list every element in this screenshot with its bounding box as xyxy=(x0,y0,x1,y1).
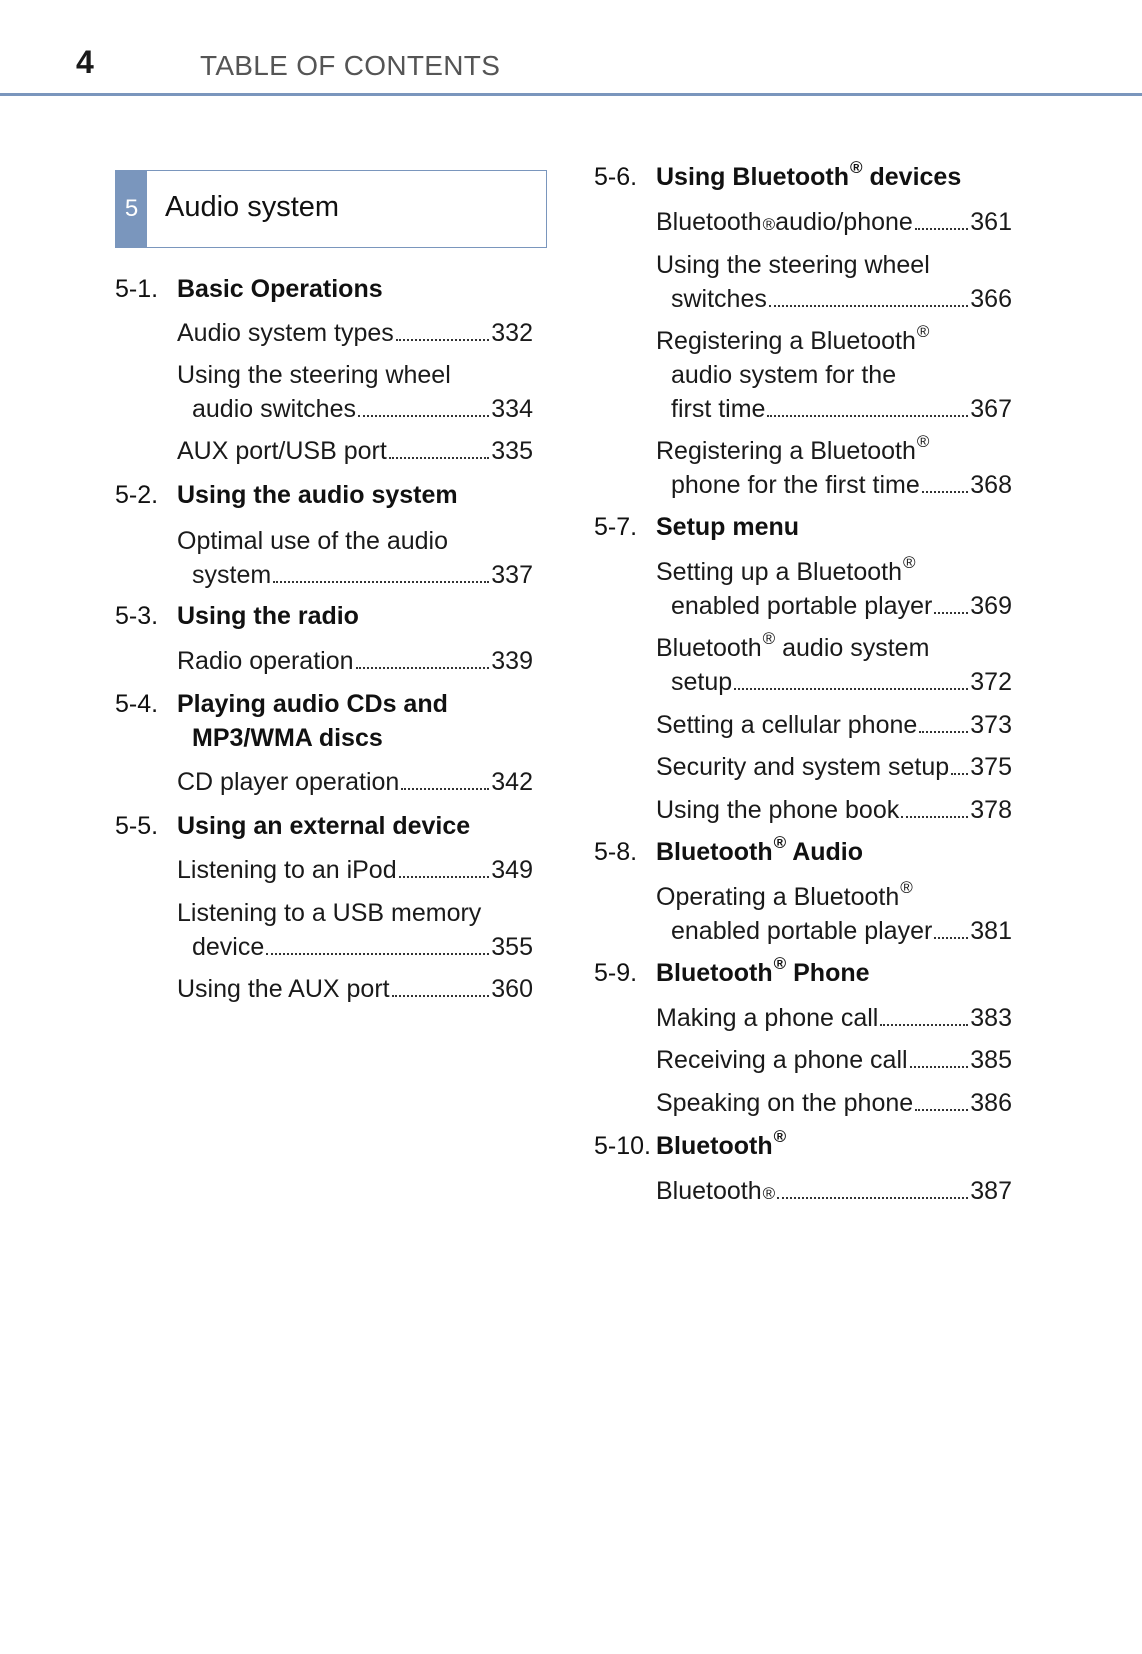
section-5-9[interactable] xyxy=(594,954,870,988)
entry-label-line: audio system for the xyxy=(671,361,897,389)
entry-page: 332 xyxy=(491,319,533,347)
entry-label: Security and system setup xyxy=(656,753,950,781)
dot-leader xyxy=(915,228,968,230)
entry-page: 334 xyxy=(491,395,533,423)
dot-leader xyxy=(266,953,489,955)
entry-label: Making a phone call xyxy=(656,1004,879,1032)
toc-entry-aux-port[interactable] xyxy=(177,972,533,1006)
dot-leader xyxy=(922,491,969,493)
toc-entry-radio-operation[interactable] xyxy=(177,644,533,678)
toc-entry-bluetooth[interactable]: Bluetooth ® 387 xyxy=(656,1174,1012,1208)
entry-label: phone for the first time xyxy=(671,471,920,499)
entry-label: Audio system types xyxy=(177,319,394,347)
toc-entry-speaking-phone[interactable] xyxy=(656,1086,1012,1120)
entry-page: 375 xyxy=(970,753,1012,781)
dot-leader xyxy=(767,415,968,417)
entry-page: 385 xyxy=(970,1046,1012,1074)
entry-label-line: Registering a Bluetooth xyxy=(656,327,916,355)
dot-leader xyxy=(273,581,489,583)
section-title-suffix: Audio xyxy=(786,838,864,866)
registered-mark: ® xyxy=(773,954,787,973)
dot-leader xyxy=(356,667,490,669)
entry-label: first time xyxy=(671,395,766,423)
dot-leader xyxy=(951,773,968,775)
section-5-1[interactable] xyxy=(115,275,383,304)
entry-label-line: Optimal use of the audio xyxy=(177,527,448,555)
dot-leader xyxy=(769,305,968,307)
page-number: 4 xyxy=(76,44,94,80)
entry-page: 378 xyxy=(970,796,1012,824)
section-number: 5-5. xyxy=(115,812,159,840)
entry-page: 367 xyxy=(970,395,1012,423)
entry-page: 383 xyxy=(970,1004,1012,1032)
dot-leader xyxy=(777,1197,968,1199)
entry-page: 361 xyxy=(970,208,1012,236)
entry-label-line: Registering a Bluetooth xyxy=(656,437,916,465)
section-title: Basic Operations xyxy=(177,275,383,303)
toc-entry-cd-player-operation[interactable] xyxy=(177,765,533,799)
dot-leader xyxy=(919,731,968,733)
toc-entry-ipod[interactable] xyxy=(177,853,533,887)
dot-leader xyxy=(399,876,490,878)
section-number: 5-1. xyxy=(115,275,159,303)
entry-label: Listening to an iPod xyxy=(177,856,397,884)
entry-page: 360 xyxy=(491,975,533,1003)
entry-label: enabled portable player xyxy=(671,917,933,945)
dot-leader xyxy=(915,1109,968,1111)
toc-entry-usb-memory[interactable] xyxy=(177,896,533,964)
toc-entry-bt-audio-phone[interactable]: Bluetooth ® audio/phone 361 xyxy=(656,205,1012,239)
section-5-2[interactable] xyxy=(115,481,458,510)
entry-label: Bluetooth xyxy=(656,1177,762,1205)
dot-leader xyxy=(396,339,490,341)
entry-label-line: Using the steering wheel xyxy=(177,361,451,389)
toc-entry-security-setup[interactable] xyxy=(656,750,1012,784)
entry-label: Using the phone book xyxy=(656,796,900,824)
section-5-3[interactable] xyxy=(115,602,359,631)
entry-label-line: Operating a Bluetooth xyxy=(656,883,900,911)
toc-entry-steering-audio-switches[interactable] xyxy=(177,358,533,426)
section-title: Bluetooth xyxy=(656,1132,773,1160)
entry-label: Receiving a phone call xyxy=(656,1046,908,1074)
entry-page: 337 xyxy=(491,561,533,589)
registered-mark: ® xyxy=(916,432,930,451)
toc-entry-optimal-use[interactable] xyxy=(177,524,533,592)
dot-leader xyxy=(392,995,490,997)
dot-leader xyxy=(389,457,489,459)
entry-page: 366 xyxy=(970,285,1012,313)
entry-page: 369 xyxy=(970,592,1012,620)
section-title: Using an external device xyxy=(177,812,471,840)
entry-page: 381 xyxy=(970,917,1012,945)
registered-mark: ® xyxy=(850,158,863,177)
section-title-continued: MP3/WMA discs xyxy=(192,724,383,752)
toc-entry-bt-audio-setup[interactable] xyxy=(656,631,1012,699)
section-title: Playing audio CDs and xyxy=(177,690,448,718)
section-5-6[interactable] xyxy=(594,158,962,192)
toc-entry-audio-system-types[interactable] xyxy=(177,316,533,350)
entry-label: enabled portable player xyxy=(671,592,933,620)
entry-label: device xyxy=(192,933,265,961)
entry-label-line-suffix: audio system xyxy=(775,634,930,662)
section-title: Using Bluetooth xyxy=(656,163,850,191)
section-5-5[interactable] xyxy=(115,812,470,841)
section-title: Bluetooth xyxy=(656,959,773,987)
chapter-heading xyxy=(115,170,547,248)
entry-page: 342 xyxy=(491,768,533,796)
toc-entry-operating-bt-player[interactable] xyxy=(656,880,1012,948)
entry-label-line: Setting up a Bluetooth xyxy=(656,558,903,586)
page-header xyxy=(0,0,1142,96)
section-number: 5-3. xyxy=(115,602,159,630)
dot-leader xyxy=(734,688,968,690)
toc-entry-making-call[interactable] xyxy=(656,1001,1012,1035)
section-5-4[interactable] xyxy=(115,690,448,752)
registered-mark: ® xyxy=(903,553,916,572)
entry-label: audio switches xyxy=(192,395,356,423)
entry-label: Radio operation xyxy=(177,647,354,675)
toc-entry-receiving-call[interactable] xyxy=(656,1043,1012,1077)
registered-mark: ® xyxy=(900,878,913,897)
toc-entry-aux-usb-port[interactable] xyxy=(177,434,533,468)
registered-mark: ® xyxy=(773,833,787,852)
chapter-title: Audio system xyxy=(165,191,340,223)
entry-page: 355 xyxy=(491,933,533,961)
registered-mark: ® xyxy=(762,629,776,648)
dot-leader xyxy=(901,816,968,818)
dot-leader xyxy=(358,415,489,417)
dot-leader xyxy=(401,788,489,790)
section-number: 5-8. xyxy=(594,838,638,866)
dot-leader xyxy=(934,612,968,614)
entry-page: 373 xyxy=(970,711,1012,739)
header-divider xyxy=(0,93,1142,96)
entry-label: CD player operation xyxy=(177,768,400,796)
entry-page: 339 xyxy=(491,647,533,675)
dot-leader xyxy=(910,1066,969,1068)
section-number: 5-4. xyxy=(115,690,159,718)
section-number: 5-9. xyxy=(594,959,638,987)
entry-label-suffix: audio/phone xyxy=(775,208,913,236)
chapter-number: 5 xyxy=(116,171,147,247)
toc-entry-steering-switches[interactable] xyxy=(656,248,1012,316)
entry-label: Speaking on the phone xyxy=(656,1089,914,1117)
entry-label: setup xyxy=(671,668,733,696)
section-number: 5-7. xyxy=(594,513,638,541)
toc-entry-register-bt-audio[interactable] xyxy=(656,324,1012,426)
entry-label: Using the AUX port xyxy=(177,975,390,1003)
section-title: Using the radio xyxy=(177,602,359,630)
entry-label-line: Bluetooth xyxy=(656,634,762,662)
entry-label: Setting a cellular phone xyxy=(656,711,918,739)
header-title: TABLE OF CONTENTS xyxy=(200,50,501,81)
toc-entry-cellular-phone[interactable] xyxy=(656,708,1012,742)
section-5-10[interactable] xyxy=(594,1127,787,1161)
toc-entry-register-bt-phone[interactable] xyxy=(656,434,1012,502)
entry-page: 386 xyxy=(970,1089,1012,1117)
entry-page: 368 xyxy=(970,471,1012,499)
toc-entry-phone-book[interactable] xyxy=(656,793,1012,827)
toc-entry-setup-bt-player[interactable] xyxy=(656,555,1012,623)
entry-page: 387 xyxy=(970,1177,1012,1205)
section-title-suffix: Phone xyxy=(786,959,870,987)
section-title: Setup menu xyxy=(656,513,800,541)
entry-label: AUX port/USB port xyxy=(177,437,387,465)
dot-leader xyxy=(880,1024,968,1026)
section-number: 5-6. xyxy=(594,163,638,191)
entry-label-line: Listening to a USB memory xyxy=(177,899,482,927)
entry-page: 372 xyxy=(970,668,1012,696)
registered-mark: ® xyxy=(916,322,930,341)
registered-mark: ® xyxy=(773,1127,787,1146)
section-number: 5-2. xyxy=(115,481,159,509)
entry-label: Bluetooth xyxy=(656,208,762,236)
entry-page: 349 xyxy=(491,856,533,884)
entry-page: 335 xyxy=(491,437,533,465)
dot-leader xyxy=(934,937,968,939)
entry-label-line: Using the steering wheel xyxy=(656,251,930,279)
section-number: 5-10. xyxy=(594,1132,651,1160)
section-5-8[interactable] xyxy=(594,833,864,867)
section-title: Bluetooth xyxy=(656,838,773,866)
entry-label: switches xyxy=(671,285,767,313)
section-title-suffix: devices xyxy=(862,163,962,191)
section-5-7[interactable] xyxy=(594,513,799,542)
entry-label: system xyxy=(192,561,272,589)
section-title: Using the audio system xyxy=(177,481,458,509)
